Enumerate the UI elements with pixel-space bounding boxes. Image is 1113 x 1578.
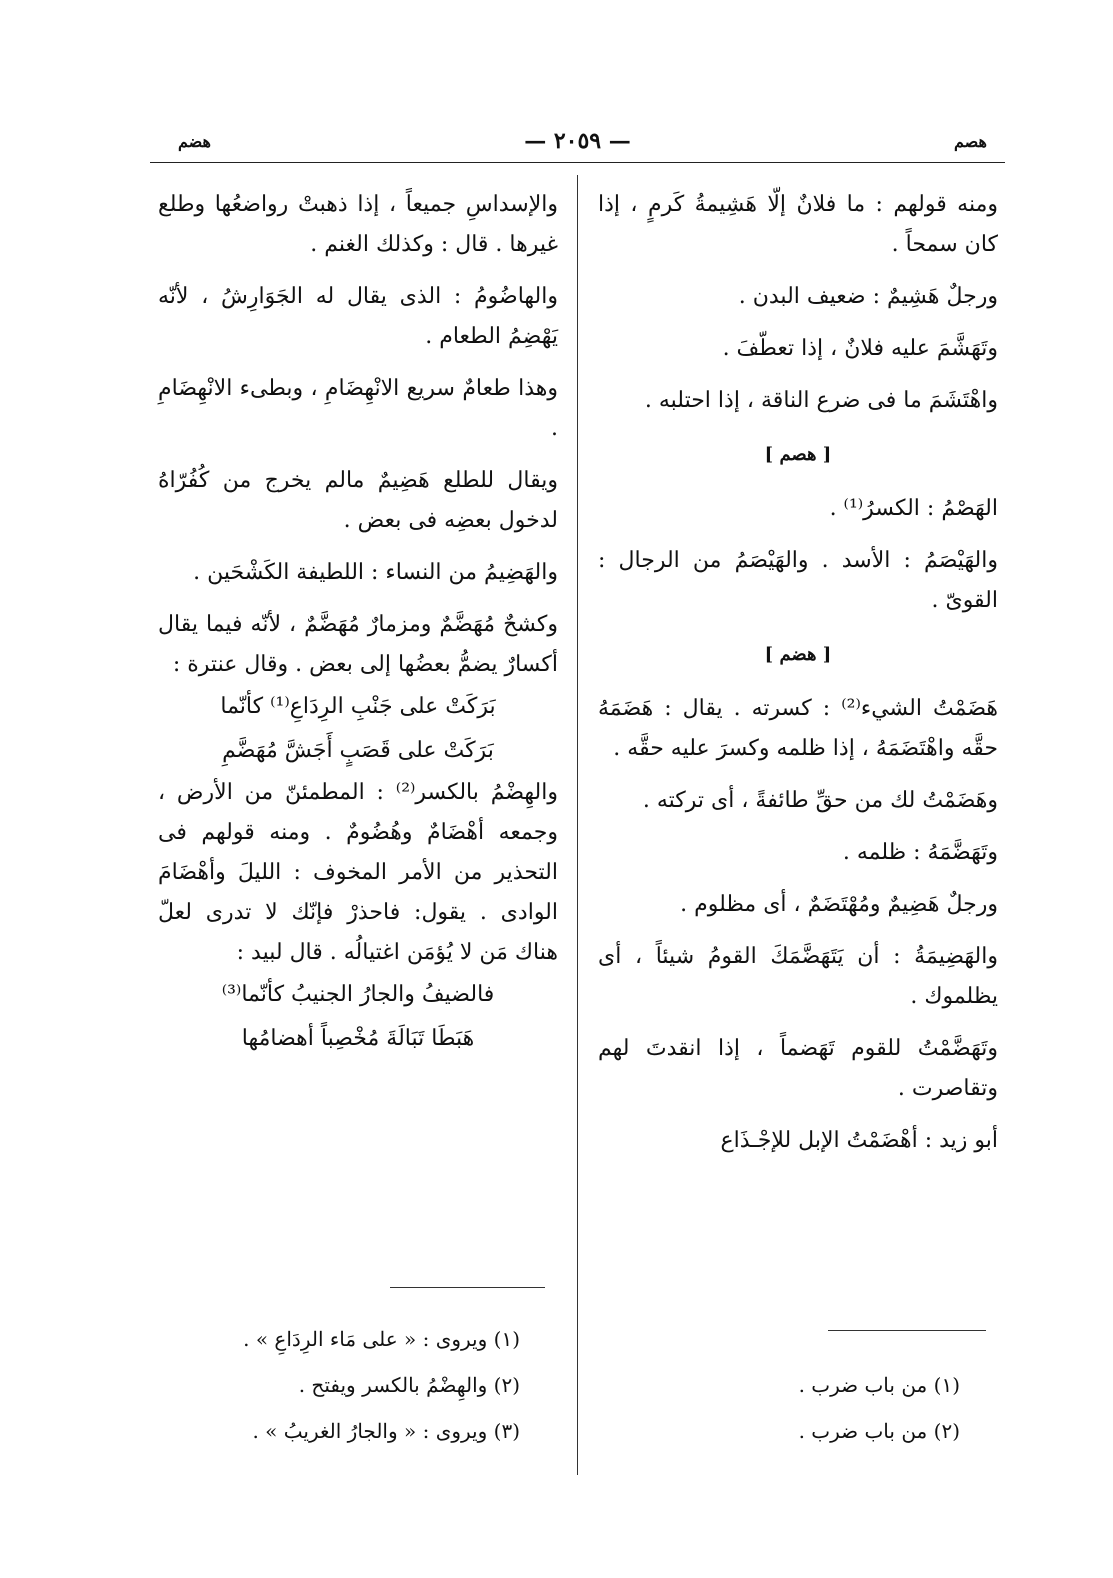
section-heading-hsm: [ هصم ] — [764, 444, 832, 465]
entry-paragraph: وتَهَضَّمَهُ : ظلمه . — [842, 840, 998, 865]
verse-line: بَرَكَتْ على قَصَبٍ أَجَشَّ مُهَضَّمِ — [222, 738, 494, 763]
entry-paragraph: ورجلٌ هَضِيمٌ ومُهْتَضَمٌ ، أى مظلوم . — [680, 892, 998, 917]
entry-paragraph: وهَضَمْتُ لك من حقِّ طائفةً ، أى تركته . — [642, 788, 998, 813]
entry-paragraph: وتَهَضَّمْتُ للقوم تَهَضماً ، إذا انقدتَ لهم وتقاصرت . — [598, 1036, 998, 1101]
entry-paragraph: أبو زيد : أهْضَمْتُ الإبل للإجْـذَاع — [720, 1128, 998, 1153]
entry-paragraph: الهَصْمُ : الكسرُ⁽¹⁾ . — [829, 496, 998, 521]
header-left-word: هضم — [178, 132, 211, 151]
entry-paragraph: هَضَمْتُ الشيء⁽²⁾ : كسرته . يقال : هَضَمَهُ حقَّه واهْتَضَمَهُ ، إذا ظلمه وكسرَ عليه حقَّه . — [598, 696, 998, 761]
entry-paragraph: ومنه قولهم : ما فلانٌ إلّا هَشِيمةُ كَرمٍ ، إذا كان سمحاً . — [598, 192, 998, 257]
right-column — [598, 185, 998, 1161]
entry-paragraph: والهَضِيمَةُ : أن يَتَهَضَّمَكَ القومُ شيئاً ، أى يظلموك . — [598, 944, 998, 1009]
entry-paragraph: وتَهَشَّمَ عليه فلانٌ ، إذا تعطّفَ . — [722, 336, 998, 361]
entry-paragraph: والإسداسِ جميعاً ، إذا ذهبتْ رواضعُها وطلع غيرها . قال : وكذلك الغنم . — [158, 192, 558, 257]
footnote: (١) من باب ضرب . — [798, 1373, 960, 1397]
entry-paragraph: ويقال للطلع هَضِيمٌ مالم يخرج من كُفُرّاهُ لدخول بعضِه فى بعض . — [158, 468, 558, 533]
entry-paragraph: وهذا طعامٌ سريع الانْهِضَامِ ، وبطىء الانْهِضَامِ . — [158, 376, 558, 441]
footnote: (٢) والهِضْمُ بالكسر ويفتح . — [298, 1373, 520, 1397]
section-heading-hdm: [ هضم ] — [764, 644, 832, 665]
entry-paragraph: وكشحٌ مُهَضَّمٌ ومزمارٌ مُهَضَّمٌ ، لأنّه فيما يقال أكسارٌ يضمُّ بعضُها إلى بعض . وقال عنترة : — [158, 612, 558, 677]
footnote: (٣) ويروى : « والجارُ الغريبُ » . — [252, 1419, 520, 1443]
entry-paragraph: والهاضُومُ : الذى يقال له الجَوَارِشُ ، لأنّه يَهْضِمُ الطعام . — [158, 284, 558, 349]
footnote-rule-left — [390, 1287, 545, 1288]
verse-line: فالضيفُ والجارُ الجنيبُ كأنّما⁽³⁾ — [221, 982, 495, 1007]
left-column — [158, 185, 558, 1061]
footnote-rule-right — [828, 1330, 986, 1331]
footnotes-left — [200, 1316, 520, 1454]
footnote: (٢) من باب ضرب . — [798, 1419, 960, 1443]
footnote: (١) ويروى : « على مَاء الرِدَاعِ » . — [243, 1327, 520, 1351]
entry-paragraph: ورجلٌ هَشِيمٌ : ضعيف البدن . — [738, 284, 998, 309]
header-right-word: هصم — [954, 132, 987, 151]
entry-paragraph: والهِضْمُ بالكسر⁽²⁾ : المطمئنّ من الأرض ، وجمعه أهْضَامٌ وهُضُومٌ . ومنه قولهم فى التحذير من الأمر المخوف : الليلَ وأهْضَامَ الوادى . يقول: فاحذرْ فإنّك لا تدرى لعلّ هناك مَن لا يُؤمَن اغتيالُه . قال لبيد : — [158, 780, 558, 965]
footnotes-right — [660, 1362, 960, 1454]
verse-line: هَبَطَا تَبَالَةَ مُخْصِباً أهضامُها — [241, 1026, 475, 1051]
column-divider — [577, 175, 578, 1475]
entry-paragraph: والهَضِيمُ من النساء : اللطيفة الكَشْحَين . — [193, 560, 558, 585]
verse-line: بَرَكَتْ على جَنْبِ الرِدَاعِ⁽¹⁾ كأنّما — [220, 694, 496, 719]
page-header — [150, 128, 1005, 160]
header-rule — [150, 162, 1005, 163]
entry-paragraph: والهَيْصَمُ : الأسد . والهَيْصَمُ من الرجال : القوىّ . — [598, 548, 998, 613]
entry-paragraph: واهْتَشَمَ ما فى ضرع الناقة ، إذا احتلبه . — [644, 388, 998, 413]
page-number: — ٢٠٥٩ — — [524, 128, 631, 154]
